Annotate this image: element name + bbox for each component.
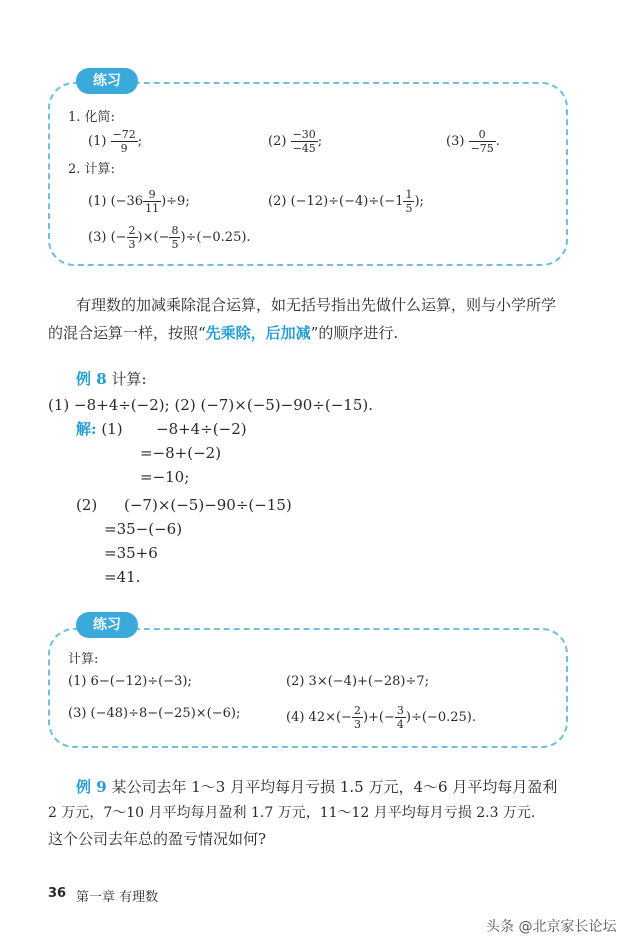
paragraph-line-2: 的混合运算一样，按照“先乘除，后加减”的顺序进行. — [48, 324, 399, 342]
chapter-label: 第一章 有理数 — [76, 890, 159, 905]
fraction: $\frac{-72}{9}$ — [112, 128, 136, 155]
highlight-rule: 先乘除，后加减 — [205, 324, 311, 342]
question-2-title: 2. 计算: — [68, 162, 115, 177]
q2-item-3: (3) (− $\frac{2}{3}$ )×(− $\frac{8}{5}$ )÷(−0.25). — [88, 224, 251, 251]
exercise-2-item-3: (3) (−48)÷8−(−25)×(−6); — [68, 706, 241, 721]
fraction: $\frac{9}{11}$ — [145, 188, 160, 215]
exercise-2-item-2: (2) 3×(−4)+(−28)÷7; — [286, 674, 430, 689]
q1-item-1: (1) $\frac{-72}{9}$ ; — [88, 128, 143, 155]
exercise-2-item-1: (1) 6−(−12)÷(−3); — [68, 674, 192, 689]
example-8-heading: 例 8 计算: — [76, 370, 147, 388]
fraction: $\frac{0}{-75}$ — [470, 128, 494, 155]
q2-item-2: (2) (−12)÷(−4)÷(−1 $\frac{1}{5}$ ); — [268, 188, 424, 215]
solution-2-step-3: =35+6 — [104, 544, 158, 562]
fraction: $\frac{8}{5}$ — [171, 224, 179, 251]
fraction: $\frac{1}{5}$ — [405, 188, 413, 215]
example-9-line-2: 2 万元，7～10 月平均每月盈利 1.7 万元，11～12 月平均每月亏损 2.3 万元. — [48, 805, 536, 821]
solution-2-step-1: (−7)×(−5)−90÷(−15) — [124, 496, 292, 514]
fraction: $\frac{2}{3}$ — [353, 704, 361, 731]
fraction: $\frac{3}{4}$ — [396, 704, 404, 731]
solution-2-head: (2) — [76, 496, 98, 514]
example-9-line-3: 这个公司去年总的盈亏情况如何? — [48, 830, 267, 848]
q1-item-2: (2) $\frac{-30}{-45}$ ; — [268, 128, 323, 155]
example-9-label: 例 9 — [76, 778, 107, 796]
solution-1-step-3: =−10; — [140, 468, 190, 486]
example-8-label: 例 8 — [76, 370, 107, 388]
exercise-tag-1: 练习 — [76, 68, 138, 94]
solution-label: 解: (1) — [76, 420, 123, 438]
solution-2-step-2: =35−(−6) — [104, 520, 183, 538]
q1-item-3: (3) $\frac{0}{-75}$ . — [446, 128, 500, 155]
fraction: $\frac{2}{3}$ — [128, 224, 136, 251]
question-1-title: 1. 化简: — [68, 110, 115, 125]
solution-2-step-4: =41. — [104, 568, 141, 586]
example-9-line-1: 例 9 某公司去年 1～3 月平均每月亏损 1.5 万元，4～6 月平均每月盈利 — [76, 778, 558, 796]
exercise-2-title: 计算: — [68, 652, 99, 667]
page-number: 36 — [48, 886, 67, 901]
watermark: 头条 @北京家长论坛 — [486, 919, 617, 935]
exercise-tag-2: 练习 — [76, 612, 138, 638]
example-8-problems: (1) −8+4÷(−2); (2) (−7)×(−5)−90÷(−15). — [48, 396, 374, 414]
fraction: $\frac{-30}{-45}$ — [292, 128, 316, 155]
paragraph-line-1: 有理数的加减乘除混合运算，如无括号指出先做什么运算，则与小学所学 — [76, 296, 557, 314]
exercise-2-item-4: (4) 42×(− $\frac{2}{3}$ )+(− $\frac{3}{4}$ )÷(−0.25). — [286, 704, 476, 731]
solution-1-step-1: −8+4÷(−2) — [156, 420, 247, 438]
q2-item-1: (1) (−36 $\frac{9}{11}$ )÷9; — [88, 188, 190, 215]
solution-1-step-2: =−8+(−2) — [140, 444, 222, 462]
